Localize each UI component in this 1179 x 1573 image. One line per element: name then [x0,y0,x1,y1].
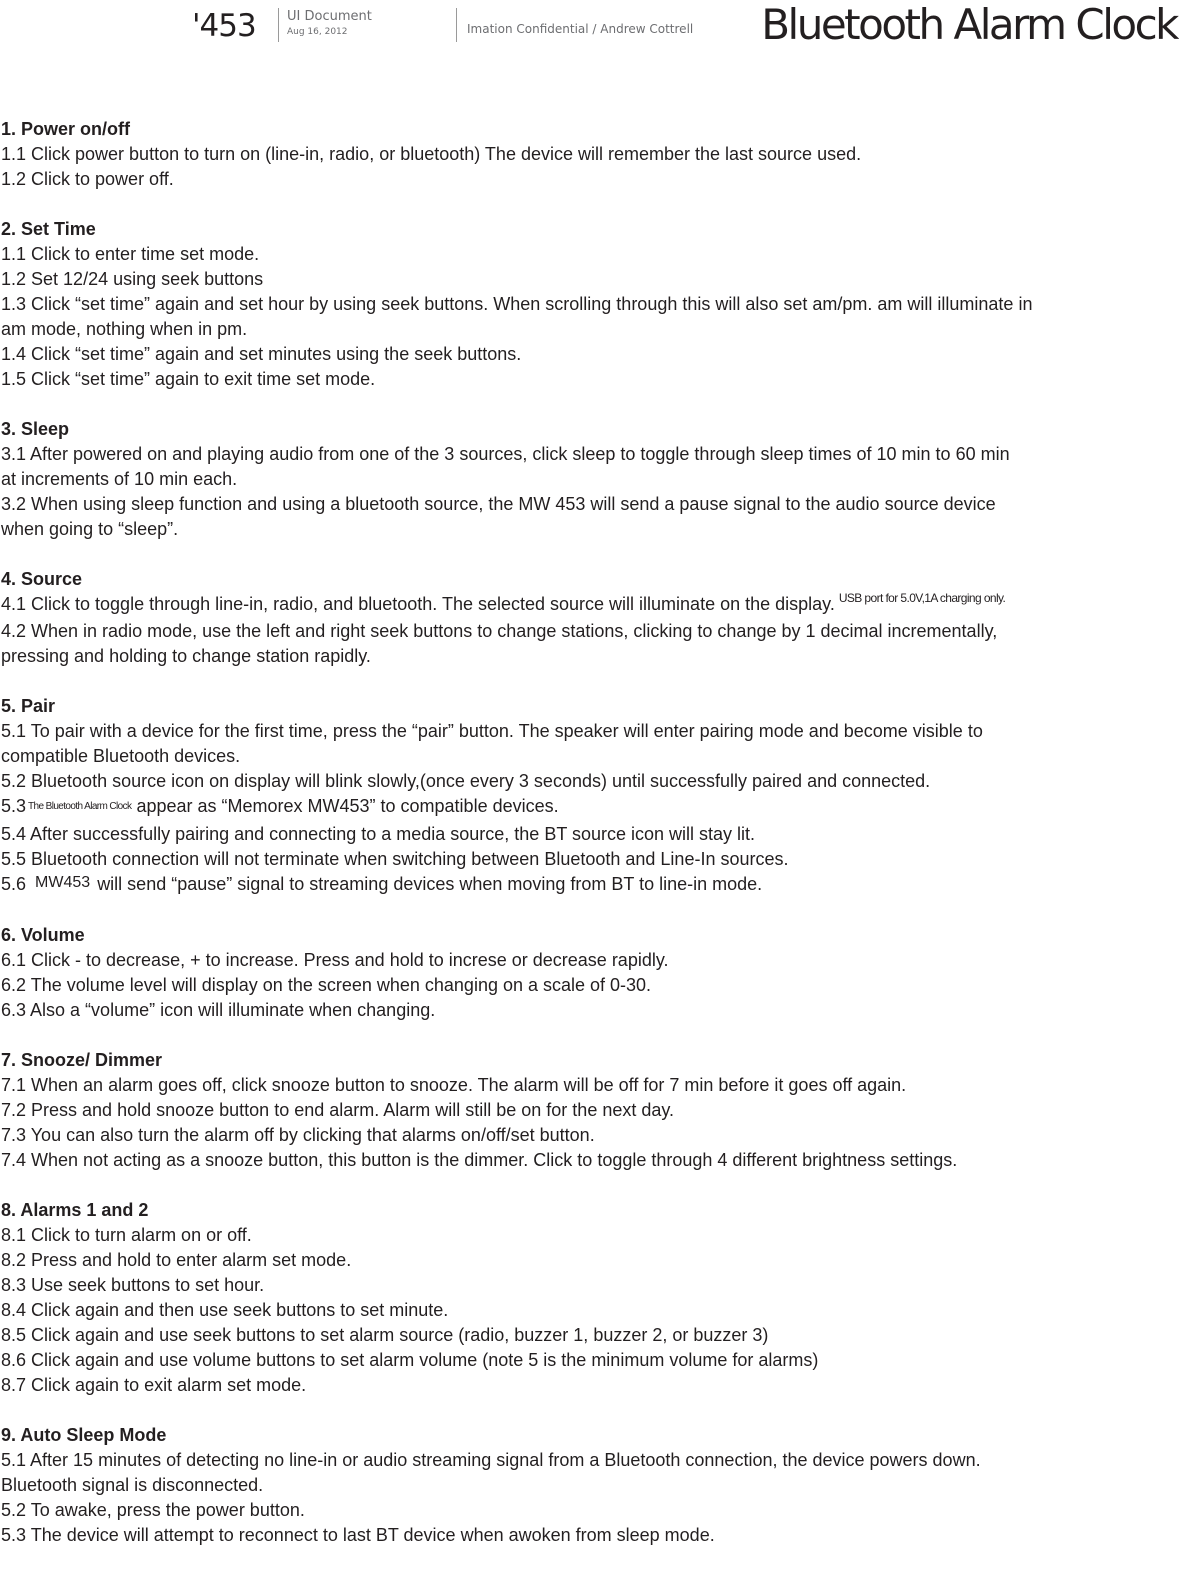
body-line: 8.4 Click again and then use seek buttons to set minute. [1,1300,449,1320]
header-divider [456,8,457,42]
section-power [1,117,1171,192]
body-line: 8.2 Press and hold to enter alarm set mode. [1,1250,352,1270]
body-line: 1.2 Set 12/24 using seek buttons [1,269,264,289]
body-line [1,794,1171,822]
section-alarms [1,1198,1171,1398]
item-number: 5.3 [1,796,27,816]
body-line: 5.4 After successfully pairing and connecting to a media source, the BT source icon will stay lit. [1,824,756,844]
body-line: 5.3 The device will attempt to reconnect to last BT device when awoken from sleep mode. [1,1525,715,1545]
body-line: 5.2 Bluetooth source icon on display will blink slowly,(once every 3 seconds) until successfully paired and connected. [1,771,931,791]
body-line: 4.2 When in radio mode, use the left and right seek buttons to change stations, clicking to change by 1 decimal incrementally, [1,621,998,641]
body-line: 1.3 Click “set time” again and set hour by using seek buttons. When scrolling through this will also set am/pm. am will illuminate in [1,294,1033,314]
body-line: 5.1 After 15 minutes of detecting no line-in or audio streaming signal from a Bluetooth connection, the device powers down. [1,1450,981,1470]
section-pair [1,694,1171,898]
inserted-note: MW453 [35,874,91,891]
usb-port-note: USB port for 5.0V,1A charging only. [838,591,1006,605]
body-line: 3.2 When using sleep function and using a bluetooth source, the MW 453 will send a pause signal to the audio source device [1,494,996,514]
section-heading: 4. Source [1,569,83,589]
document-header [0,0,1179,60]
body-line: 6.3 Also a “volume” icon will illuminate when changing. [1,1000,436,1020]
body-text: will send “pause” signal to streaming devices when moving from BT to line-in mode. [97,874,763,894]
header-divider [278,8,279,42]
body-line: 1.4 Click “set time” again and set minutes using the seek buttons. [1,344,522,364]
document-date: Aug 16, 2012 [287,27,348,37]
document-type: UI Document [287,9,372,24]
body-line: compatible Bluetooth devices. [1,746,241,766]
body-text: 4.1 Click to toggle through line-in, radio, and bluetooth. The selected source will illuminate on the display. [1,594,835,614]
section-heading: 5. Pair [1,696,56,716]
section-heading: 6. Volume [1,925,85,945]
inserted-note: The Bluetooth Alarm Clock [28,801,132,812]
item-number: 5.6 [1,874,27,894]
body-line: 1.1 Click power button to turn on (line-in, radio, or bluetooth) The device will remember the last source used. [1,144,862,164]
body-line: 8.7 Click again to exit alarm set mode. [1,1375,307,1395]
body-line: at increments of 10 min each. [1,469,238,489]
body-line: 5.5 Bluetooth connection will not terminate when switching between Bluetooth and Line-In sources. [1,849,789,869]
confidentiality-notice: Imation Confidential / Andrew Cottrell [467,22,694,36]
body-line: 7.1 When an alarm goes off, click snooze button to snooze. The alarm will be off for 7 min before it goes off again. [1,1075,907,1095]
body-line: pressing and holding to change station rapidly. [1,646,371,666]
body-line: 5.2 To awake, press the power button. [1,1500,305,1520]
section-source [1,567,1171,669]
document-body [1,117,1171,1573]
section-snooze-dimmer [1,1048,1171,1173]
body-line: 8.5 Click again and use seek buttons to set alarm source (radio, buzzer 1, buzzer 2, or buzzer 3) [1,1325,769,1345]
body-line: 1.2 Click to power off. [1,169,174,189]
section-sleep [1,417,1171,542]
body-line: 8.6 Click again and use volume buttons to set alarm volume (note 5 is the minimum volume for alarms) [1,1350,819,1370]
section-heading: 8. Alarms 1 and 2 [1,1200,149,1220]
section-auto-sleep [1,1423,1171,1548]
body-line: 6.2 The volume level will display on the screen when changing on a scale of 0-30. [1,975,652,995]
body-line: 7.2 Press and hold snooze button to end alarm. Alarm will still be on for the next day. [1,1100,675,1120]
body-line: 5.1 To pair with a device for the first time, press the “pair” button. The speaker will enter pairing mode and become visible to [1,721,983,741]
section-volume [1,923,1171,1023]
section-heading: 1. Power on/off [1,119,131,139]
body-line: 8.1 Click to turn alarm on or off. [1,1225,252,1245]
model-number: '453 [192,8,256,44]
section-heading: 9. Auto Sleep Mode [1,1425,167,1445]
section-heading: 3. Sleep [1,419,70,439]
document-title: Bluetooth Alarm Clock [761,0,1177,49]
section-heading: 2. Set Time [1,219,96,239]
body-line: am mode, nothing when in pm. [1,319,248,339]
body-line: 8.3 Use seek buttons to set hour. [1,1275,265,1295]
body-line: 7.3 You can also turn the alarm off by clicking that alarms on/off/set button. [1,1125,595,1145]
body-line: 1.5 Click “set time” again to exit time set mode. [1,369,376,389]
body-line: 1.1 Click to enter time set mode. [1,244,260,264]
body-line [1,872,1171,898]
body-line: when going to “sleep”. [1,519,179,539]
section-set-time [1,217,1171,392]
body-line: Bluetooth signal is disconnected. [1,1475,264,1495]
body-line: 3.1 After powered on and playing audio from one of the 3 sources, click sleep to toggle through sleep times of 10 min to 60 min [1,444,1010,464]
body-line [1,592,1171,619]
body-line: 6.1 Click - to decrease, + to increase. Press and hold to increse or decrease rapidly. [1,950,669,970]
body-line: 7.4 When not acting as a snooze button, this button is the dimmer. Click to toggle through 4 different brightness settings. [1,1150,958,1170]
body-text: appear as “Memorex MW453” to compatible devices. [136,796,559,816]
section-heading: 7. Snooze/ Dimmer [1,1050,163,1070]
